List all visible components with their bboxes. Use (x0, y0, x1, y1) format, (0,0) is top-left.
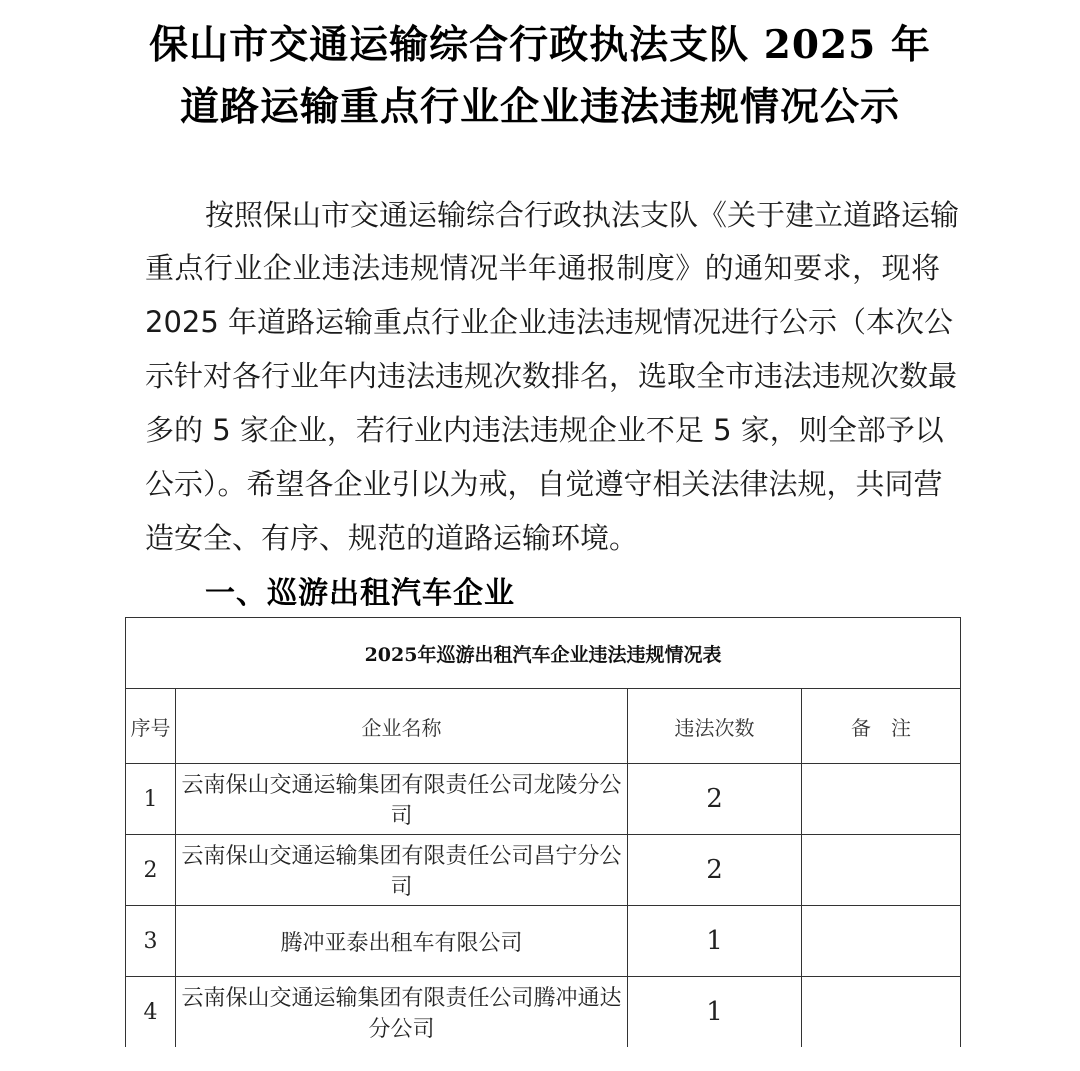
row-count: 2 (628, 764, 802, 835)
table-header-row (126, 689, 961, 764)
header-index: 序号 (126, 689, 176, 764)
table-row (126, 977, 961, 1048)
violations-table (125, 617, 961, 1047)
row-count: 1 (628, 977, 802, 1048)
section-heading-taxi: 一、巡游出租汽车企业 (205, 576, 515, 611)
paragraph-line-2: 重点行业企业违法违规情况半年通报制度》的通知要求，现将 (145, 251, 940, 285)
paragraph-line-7: 造安全、有序、规范的道路运输环境。 (145, 521, 639, 555)
paragraph-line-4: 示针对各行业年内违法违规次数排名，选取全市违法违规次数最 (145, 359, 958, 393)
row-remark (802, 764, 961, 835)
header-company: 企业名称 (176, 689, 628, 764)
table-row (126, 764, 961, 835)
row-remark (802, 835, 961, 906)
paragraph-line-6: 公示）。希望各企业引以为戒，自觉遵守相关法律法规，共同营 (145, 467, 943, 501)
document-title-line-2: 道路运输重点行业企业违法违规情况公示 (179, 84, 900, 130)
row-remark (802, 977, 961, 1048)
row-remark (802, 906, 961, 977)
row-index: 4 (126, 977, 176, 1048)
table-caption: 2025年巡游出租汽车企业违法违规情况表 (126, 618, 961, 689)
row-count: 2 (628, 835, 802, 906)
document-title-line-1: 保山市交通运输综合行政执法支队 2025 年 (149, 22, 931, 68)
header-count: 违法次数 (628, 689, 802, 764)
table-row (126, 835, 961, 906)
row-company: 云南保山交通运输集团有限责任公司昌宁分公司 (176, 835, 628, 906)
row-company: 云南保山交通运输集团有限责任公司腾冲通达分公司 (176, 977, 628, 1048)
row-index: 2 (126, 835, 176, 906)
paragraph-line-5: 多的 5 家企业，若行业内违法违规企业不足 5 家，则全部予以 (145, 413, 944, 447)
row-company: 腾冲亚泰出租车有限公司 (176, 906, 628, 977)
row-count: 1 (628, 906, 802, 977)
table-row (126, 906, 961, 977)
paragraph-line-3: 2025 年道路运输重点行业企业违法违规情况进行公示（本次公 (145, 305, 954, 339)
paragraph-line-1: 按照保山市交通运输综合行政执法支队《关于建立道路运输 (205, 198, 960, 232)
row-index: 1 (126, 764, 176, 835)
header-remark: 备 注 (802, 689, 961, 764)
row-company: 云南保山交通运输集团有限责任公司龙陵分公司 (176, 764, 628, 835)
row-index: 3 (126, 906, 176, 977)
